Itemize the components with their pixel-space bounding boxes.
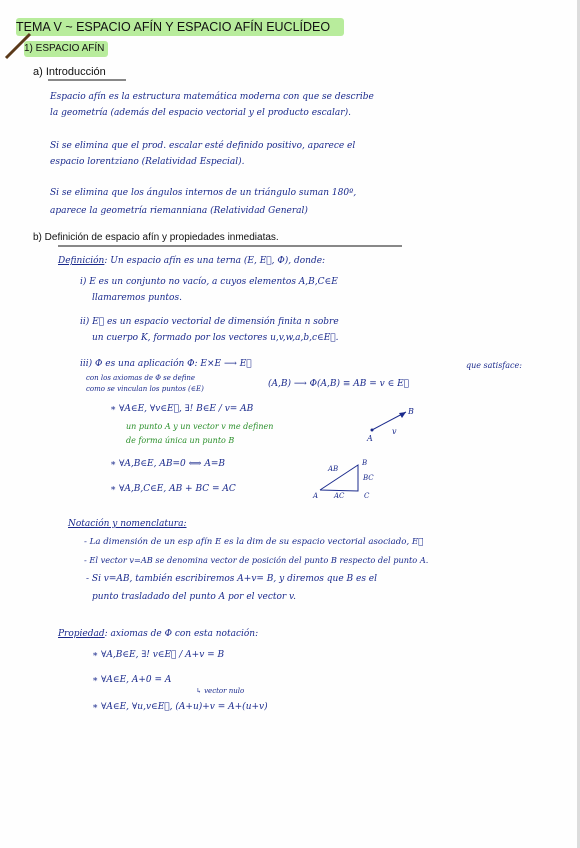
page-title: TEMA V ~ ESPACIO AFÍN Y ESPACIO AFÍN EUCLÍDEO [16, 20, 331, 34]
intro-p1-line2: la geometría (además del espacio vectorial y el producto escalar). [50, 108, 351, 118]
section1-heading: 1) ESPACIO AFÍN [24, 43, 105, 54]
item-i-line1: i) E es un conjunto no vacío, a cuyos elementos A,B,C∈E [80, 277, 338, 287]
item-iii-note-line1: con los axiomas de Φ se define [86, 374, 196, 382]
notation-item-2: - El vector v=AB se denomina vector de posición del punto B respecto del punto A. [84, 555, 429, 565]
item-i-line2: llamaremos puntos. [92, 293, 182, 303]
fig1-label-b: B [408, 407, 414, 416]
item-iii-main: iii) Φ es una aplicación Φ: E×E ⟶ E⃗ [80, 359, 252, 369]
fig2-label-b: B [362, 459, 368, 467]
property-heading-rest: : axiomas de Φ con esta notación: [104, 629, 259, 639]
fig1-label-a: A [367, 434, 373, 443]
property-line [58, 630, 258, 639]
intro-p1-line1: Espacio afín es la estructura matemática moderna con que se describe [50, 92, 374, 102]
fig1-label-v: v [392, 427, 397, 436]
axiom-3: ∗ ∀A,B,C∈E, AB + BC = AC [110, 484, 236, 494]
property-item-3: ∗ ∀A∈E, ∀u,v∈E⃗, (A+u)+v = A+(u+v) [92, 702, 268, 712]
item-iii-side: que satisface: [466, 361, 522, 370]
notation-item-3: - Si v=AB, también escribiremos A+v= B, y diremos que B es el [86, 574, 378, 584]
intro-heading: a) Introducción [33, 66, 106, 78]
property-heading: Propiedad [58, 629, 105, 639]
property-item-1: ∗ ∀A,B∈E, ∃! v∈E⃗ / A+v = B [92, 650, 225, 660]
axiom-1-note-line1: un punto A y un vector v me definen [126, 422, 274, 431]
property-note: ↳ vector nulo [196, 687, 245, 695]
definition-heading: b) Definición de espacio afín y propiedades inmediatas. [33, 232, 279, 243]
fig2-label-ab: AB [328, 465, 339, 473]
notation-item-1: - La dimensión de un esp afín E es la dim de su espacio vectorial asociado, E⃗ [84, 537, 424, 547]
triangle-abc [320, 465, 358, 491]
intro-p2-line1: Si se elimina que el prod. escalar esté definido positivo, aparece el [50, 141, 356, 151]
fig2-label-c: C [364, 492, 370, 500]
definition-intro-text: : Un espacio afín es una terna (E, E⃗, Φ), donde: [104, 256, 326, 266]
axiom-1-note-line2: de forma única un punto B [126, 436, 235, 445]
property-item-2: ∗ ∀A∈E, A+0 = A [92, 675, 172, 685]
fig2-label-a: A [313, 492, 319, 500]
axiom-2: ∗ ∀A,B∈E, AB=0 ⟺ A=B [110, 459, 225, 469]
intro-p3-line2: aparece la geometría riemanniana (Relatividad General) [50, 206, 308, 216]
intro-p2-line2: espacio lorentziano (Relatividad Especial). [50, 157, 245, 167]
item-iii-note-line2: como se vinculan los puntos (∈E) [86, 385, 204, 393]
notation-item-4: punto trasladado del punto A por el vector v. [92, 592, 296, 602]
item-ii-line1: ii) E⃗ es un espacio vectorial de dimensión finita n sobre [80, 317, 339, 327]
fig2-label-bc: BC [363, 474, 374, 482]
axiom-1: ∗ ∀A∈E, ∀v∈E⃗, ∃! B∈E / v= AB [110, 404, 254, 414]
fig2-label-ac: AC [334, 492, 345, 500]
item-ii-line2: un cuerpo K, formado por los vectores u,v,w,a,b,c∈E⃗. [92, 333, 339, 343]
notation-heading: Notación y nomenclatura: [68, 519, 187, 529]
item-iii-map: (A,B) ⟶ Φ(A,B) ≡ AB = v ∈ E⃗ [268, 379, 410, 389]
intro-p3-line1: Si se elimina que los ángulos internos de un triángulo suman 180º, [50, 188, 357, 198]
definition-label: Definición [58, 256, 105, 266]
